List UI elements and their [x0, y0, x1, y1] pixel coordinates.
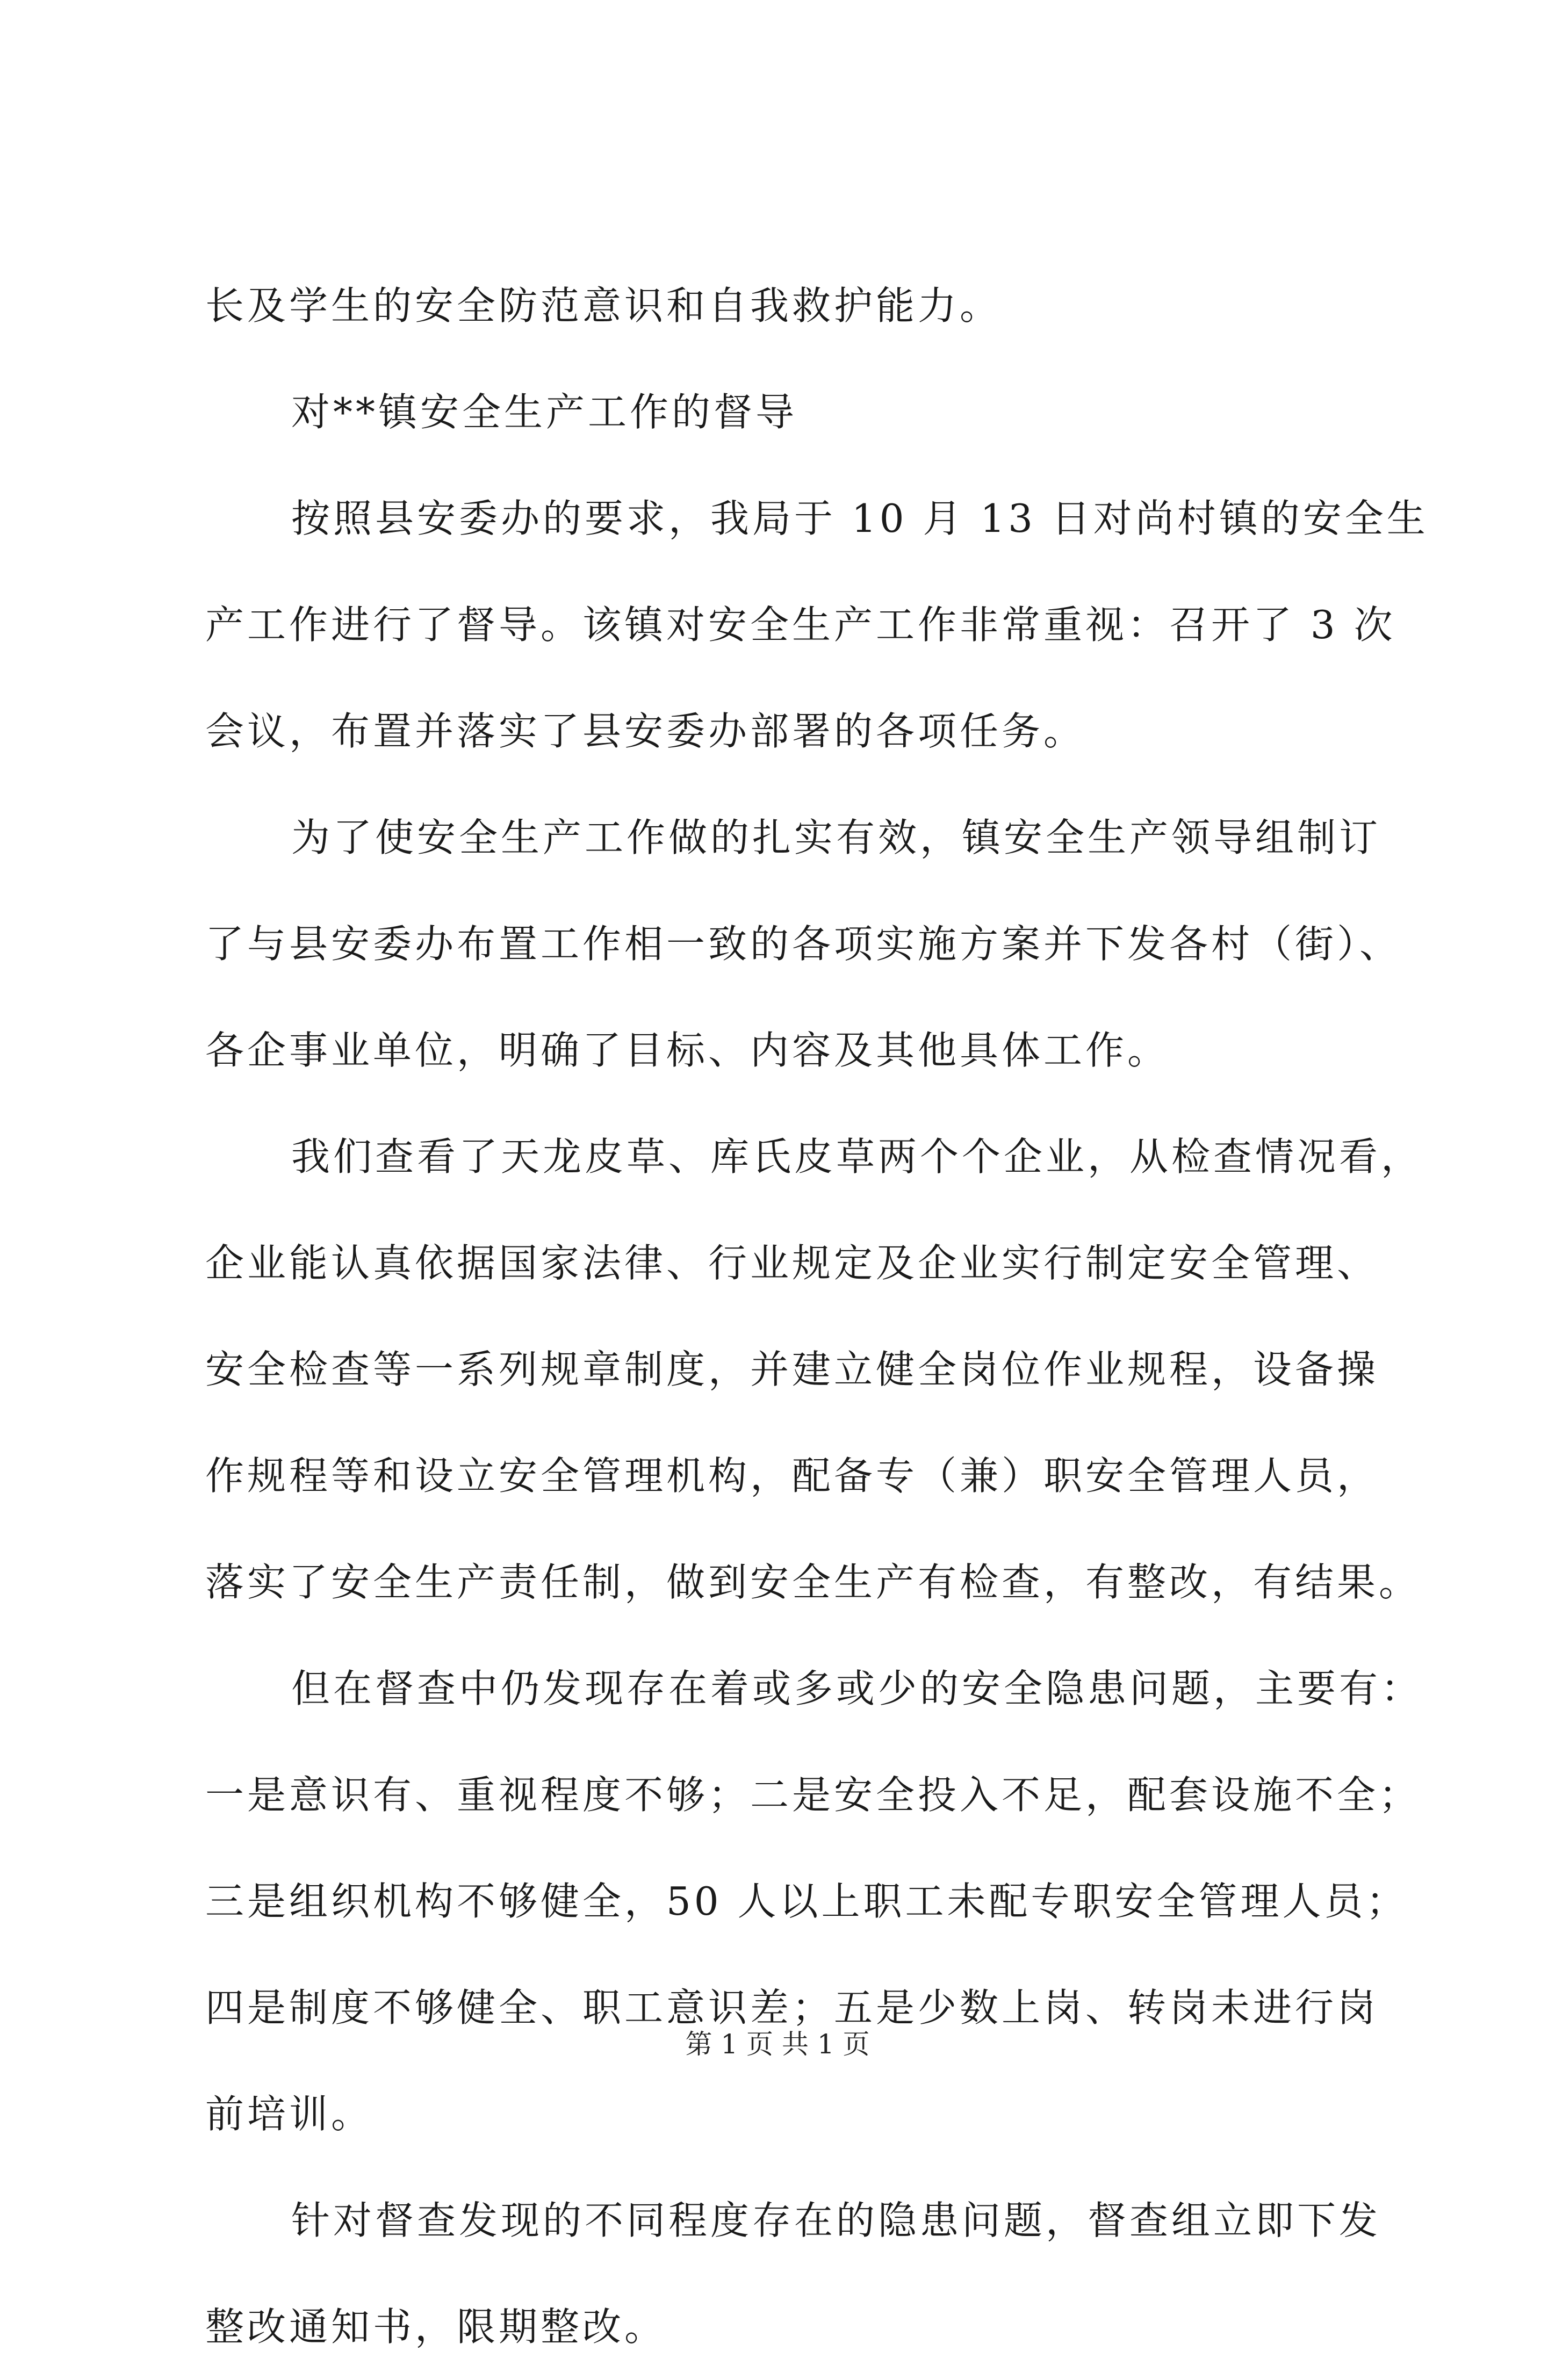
text-line: 长及学生的安全防范意识和自我救护能力。	[205, 283, 1002, 328]
paragraph-line: 落实了安全生产责任制，做到安全生产有检查，有整改，有结果。	[205, 1560, 1421, 1605]
paragraph-line: 但在督查中仍发现存在着或多或少的安全隐患问题，主要有：	[291, 1666, 1423, 1711]
paragraph-line: 一是意识有、重视程度不够；二是安全投入不足，配套设施不全；	[205, 1772, 1421, 1818]
paragraph-line: 四是制度不够健全、职工意识差；五是少数上岗、转岗未进行岗	[205, 1985, 1379, 2030]
paragraph-line: 各企事业单位，明确了目标、内容及其他具体工作。	[205, 1028, 1170, 1073]
section-heading: 对**镇安全生产工作的督导	[291, 390, 798, 435]
paragraph-line: 会议，布置并落实了县安委办部署的各项任务。	[205, 709, 1086, 754]
paragraph-line: 企业能认真依据国家法律、行业规定及企业实行制定安全管理、	[205, 1241, 1379, 1286]
paragraph-line: 了与县安委办布置工作相一致的各项实施方案并下发各村（街）、	[205, 921, 1402, 967]
page-number-footer: 第 1 页 共 1 页	[685, 2029, 870, 2060]
paragraph-line: 按照县安委办的要求，我局于 10 月 13 日对尚村镇的安全生	[291, 496, 1429, 541]
document-body	[205, 253, 1429, 2380]
paragraph-line: 产工作进行了督导。该镇对安全生产工作非常重视：召开了 3 次	[205, 602, 1396, 647]
paragraph-line: 整改通知书，限期整改。	[205, 2304, 667, 2349]
paragraph-line: 安全检查等一系列规章制度，并建立健全岗位作业规程，设备操	[205, 1347, 1379, 1392]
paragraph-line: 作规程等和设立安全管理机构，配备专（兼）职安全管理人员，	[205, 1453, 1379, 1498]
paragraph-line: 前培训。	[205, 2091, 373, 2137]
paragraph-line: 我们查看了天龙皮草、库氏皮草两个个企业，从检查情况看，	[291, 1134, 1423, 1179]
paragraph-line: 针对督查发现的不同程度存在的隐患问题，督查组立即下发	[291, 2198, 1381, 2243]
paragraph-line: 为了使安全生产工作做的扎实有效，镇安全生产领导组制订	[291, 815, 1381, 860]
paragraph-line: 三是组织机构不够健全，50 人以上职工未配专职安全管理人员；	[205, 1879, 1408, 1924]
